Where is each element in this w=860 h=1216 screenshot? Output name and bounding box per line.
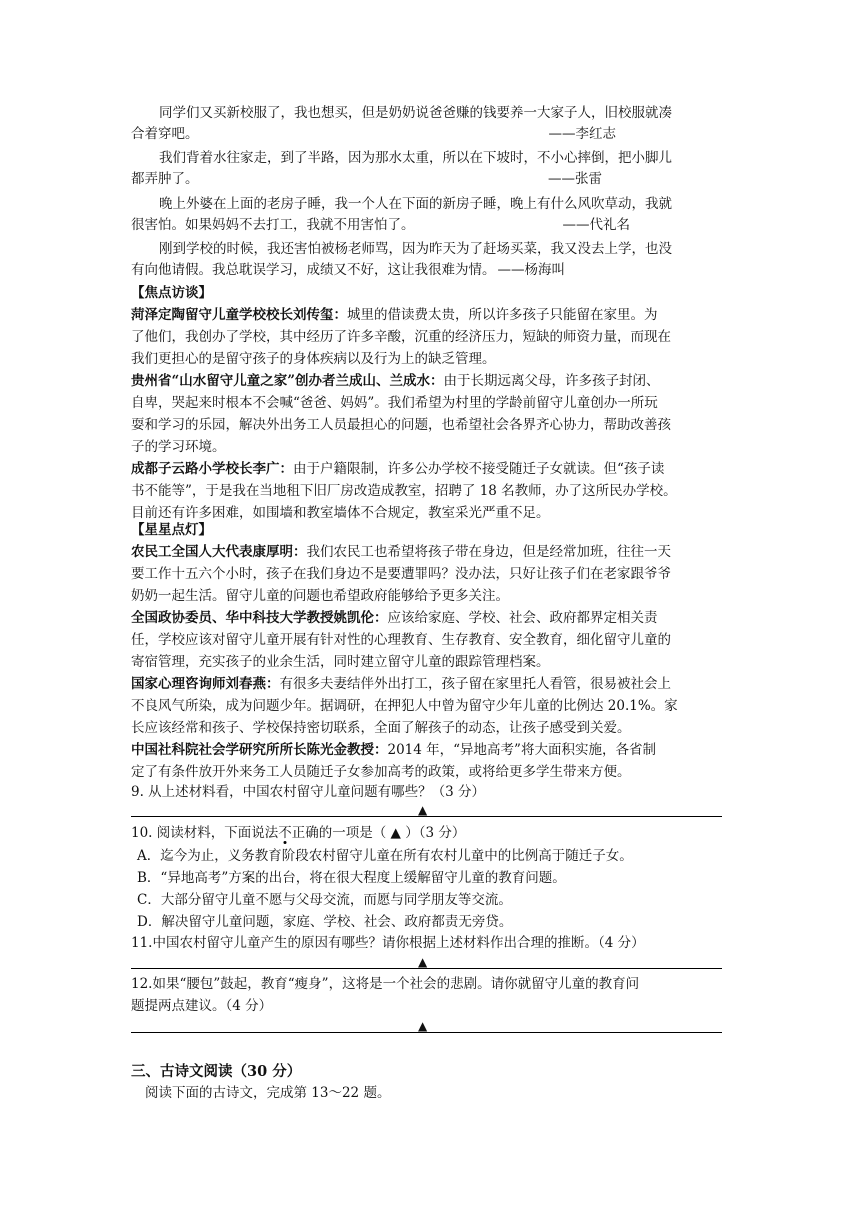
question-12-line-1: 12.如果“腰包”鼓起，教育“瘦身”，这将是一个社会的悲剧。请你就留守儿童的教育问 [131, 976, 640, 992]
star-4-line-1: 中国社科院社会学研究所所长陈光金教授：2014 年，“异地高考”将大面积实施，各省制 [131, 742, 656, 758]
section-star-spotlight: 【星星点灯】 [131, 522, 212, 538]
question-10: 10. 阅读材料，下面说法不正确的一项是（ ▲ ）（3 分） [131, 825, 466, 841]
quote-1-author: ——李红志 [548, 126, 616, 142]
option-d[interactable]: D．解决留守儿童问题，家庭、学校、社会、政府都责无旁贷。 [137, 914, 513, 930]
answer-line-9[interactable] [131, 816, 722, 817]
question-9: 9. 从上述材料看，中国农村留守儿童问题有哪些？（3 分） [131, 784, 486, 800]
star-3-line-2: 不良风气所染，成为问题少年。据调研，在押犯人中曾为留守少年儿童的比例达 20.1%。家 [131, 698, 678, 714]
interview-1-line-2: 了他们，我创办了学校，其中经历了许多辛酸，沉重的经济压力，短缺的师资力量，而现在 [131, 329, 671, 345]
answer-marker-11: ▲ [418, 955, 428, 969]
section-3-title: 三、古诗文阅读（30 分） [131, 1063, 302, 1080]
interview-2-line-1: 贵州省“山水留守儿童之家”创办者兰成山、兰成水：由于长期远离父母，许多孩子封闭、 [131, 373, 660, 389]
star-4-line-2: 定了有条件放开外来务工人员随迁子女参加高考的政策，或将给更多学生带来方便。 [131, 764, 631, 780]
interview-3-line-3: 目前还有许多困难，如围墙和教室墙体不合规定，教室采光严重不足。 [131, 505, 550, 521]
quote-4-line-1: 刚到学校的时候，我还害怕被杨老师骂，因为昨天为了赶场买菜，我又没去上学，也没 [159, 241, 672, 257]
interview-2-speaker: 贵州省“山水留守儿童之家”创办者兰成山、兰成水： [131, 373, 444, 389]
quote-3-line-2: 很害怕。如果妈妈不去打工，我就不用害怕了。 ——代礼名 [131, 215, 723, 236]
quote-2-line-1: 我们背着水往家走，到了半路，因为那水太重，所以在下坡时，不小心摔倒，把小脚儿 [159, 150, 672, 166]
star-3-line-1: 国家心理咨询师刘春燕：有很多夫妻结伴外出打工，孩子留在家里托人看管，很易被社会上 [131, 676, 671, 692]
quote-3-line-1: 晚上外婆在上面的老房子睡，我一个人在下面的新房子睡，晚上有什么风吹草动，我就 [159, 196, 672, 212]
interview-2-line-4: 子的学习环境。 [131, 439, 226, 455]
quote-4-line-2: 有向他请假。我总耽误学习，成绩又不好，这让我很难为情。 ——杨海叫 [131, 262, 565, 278]
star-2-speaker: 全国政协委员、华中科技大学教授姚凯伦： [131, 610, 388, 626]
quote-4-author: ——杨海叫 [497, 262, 565, 278]
option-c[interactable]: C．大部分留守儿童不愿与父母交流，而愿与同学朋友等交流。 [137, 892, 512, 908]
star-1-line-2: 要工作十五六个小时，孩子在我们身边不是要遭罪吗？没办法，只好让孩子们在老家跟爷爷 [131, 566, 671, 582]
question-11: 11.中国农村留守儿童产生的原因有哪些？请你根据上述材料作出合理的推断。（4 分） [131, 935, 645, 951]
interview-1-speaker: 菏泽定陶留守儿童学校校长刘传玺： [131, 307, 347, 323]
star-2-line-1: 全国政协委员、华中科技大学教授姚凯伦：应该给家庭、学校、社会、政府都界定相关责 [131, 610, 658, 626]
star-3-speaker: 国家心理咨询师刘春燕： [131, 676, 280, 692]
quote-2-line-2: 都弄肿了。 ——张雷 [131, 169, 723, 190]
interview-1-line-1: 菏泽定陶留守儿童学校校长刘传玺：城里的借读费太贵，所以许多孩子只能留在家里。为 [131, 307, 658, 323]
quote-1-line-1: 同学们又买新校服了，我也想买，但是奶奶说爸爸赚的钱要养一大家子人，旧校服就凑 [159, 105, 672, 121]
star-2-line-3: 寄宿管理，充实孩子的业余生活，同时建立留守儿童的跟踪管理档案。 [131, 654, 550, 670]
star-1-line-3: 奶奶一起生活。留守儿童的问题也希望政府能够给予更多关注。 [131, 588, 509, 604]
interview-3-line-1: 成都子云路小学校长李广：由于户籍限制，许多公办学校不接受随迁子女就读。但“孩子读 [131, 461, 665, 477]
interview-1-line-3: 我们更担心的是留守孩子的身体疾病以及行为上的缺乏管理。 [131, 351, 496, 367]
answer-line-11[interactable] [131, 968, 722, 969]
star-2-line-2: 任，学校应该对留守儿童开展有针对性的心理教育、生存教育、安全教育，细化留守儿童的 [131, 632, 671, 648]
section-3-instruction: 阅读下面的古诗文，完成第 13～22 题。 [145, 1085, 391, 1101]
answer-line-12[interactable] [131, 1032, 722, 1033]
question-12-line-2: 题提两点建议。（4 分） [131, 998, 273, 1014]
interview-2-line-2: 自卑，哭起来时根本不会喊“爸爸、妈妈”。我们希望为村里的学龄前留守儿童创办一所玩 [131, 395, 658, 411]
interview-2-line-3: 耍和学习的乐园，解决外出务工人员最担心的问题，也希望社会各界齐心协力，帮助改善孩 [131, 417, 671, 433]
section-focus-interviews: 【焦点访谈】 [131, 285, 212, 301]
star-1-speaker: 农民工全国人大代表康厚明： [131, 544, 307, 560]
option-b[interactable]: B．“异地高考”方案的出台，将在很大程度上缓解留守儿童的教育问题。 [137, 870, 566, 886]
star-3-line-3: 长应该经常和孩子、学校保持密切联系，全面了解孩子的动态，让孩子感受到关爱。 [131, 720, 631, 736]
interview-3-speaker: 成都子云路小学校长李广： [131, 461, 293, 477]
interview-3-line-2: 书不能等”，于是我在当地租下旧厂房改造成教室，招聘了 18 名教师，办了这所民办学校。 [131, 483, 677, 499]
quote-1-line-2: 合着穿吧。 ——李红志 [131, 124, 723, 145]
option-a[interactable]: A．迄今为止，义务教育阶段农村留守儿童在所有农村儿童中的比例高于随迁子女。 [137, 848, 633, 864]
star-4-speaker: 中国社科院社会学研究所所长陈光金教授： [131, 742, 388, 758]
answer-marker-12: ▲ [418, 1019, 428, 1033]
star-1-line-1: 农民工全国人大代表康厚明：我们农民工也希望将孩子带在身边，但是经常加班，往往一天 [131, 544, 671, 560]
answer-marker-9: ▲ [418, 803, 428, 817]
quote-2-author: ——张雷 [548, 171, 602, 187]
quote-3-author: ——代礼名 [562, 217, 630, 233]
